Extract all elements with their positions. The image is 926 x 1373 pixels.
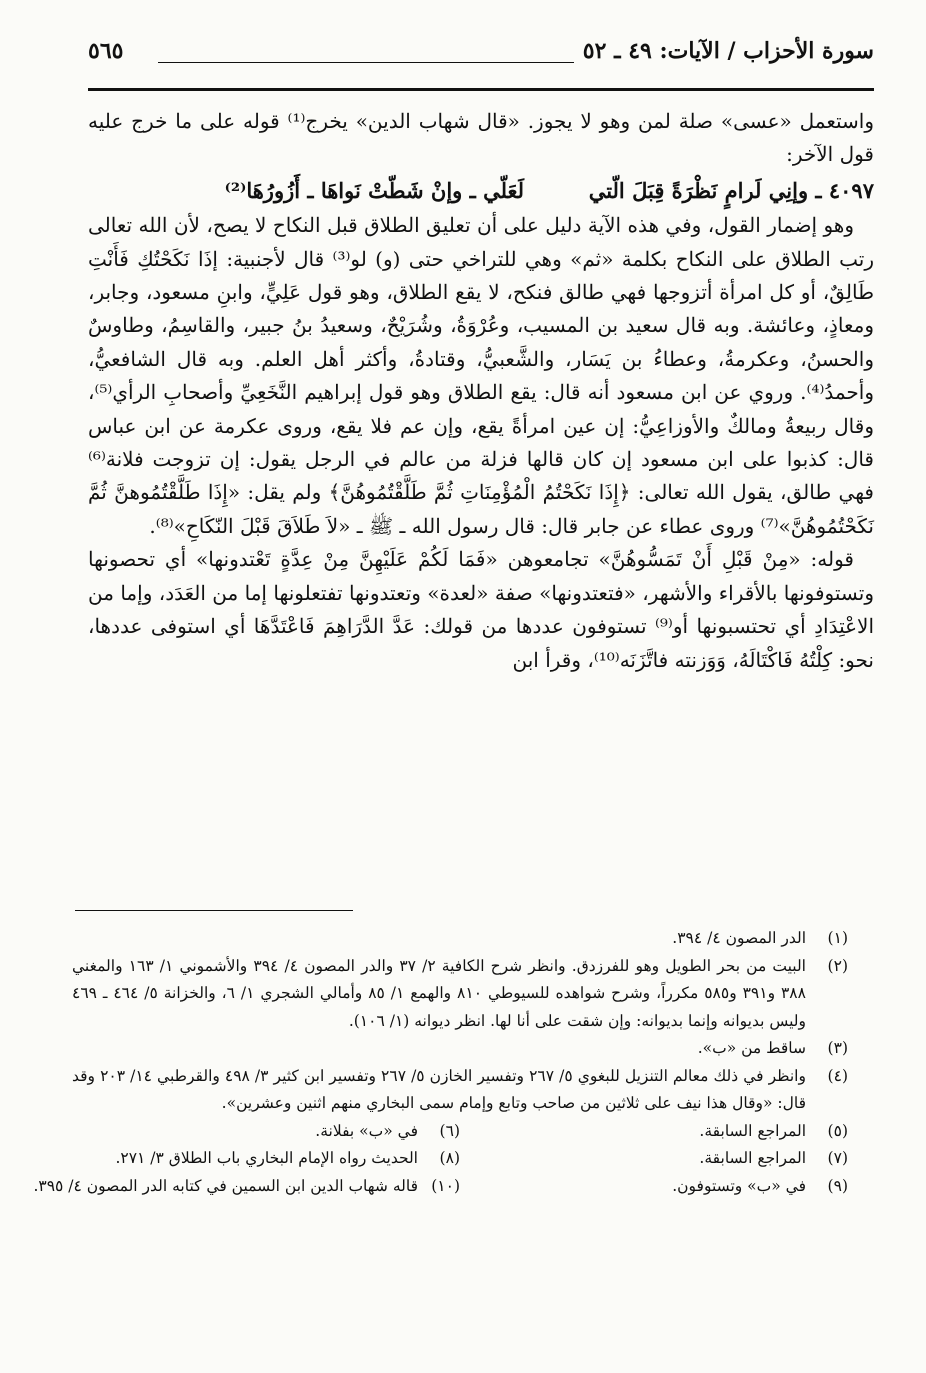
footnote-number: (٨) [439,1149,460,1167]
footnotes [33,925,848,1200]
footnote-number: (٣) [827,1039,848,1057]
paragraph: وهو إضمار القول، وفي هذه الآية دليل على أن تعليق الطلاق قبل النكاح لا يصح، لأن الله تعالى رتب الطلاق على النكاح بكلمة «ثم» وهي للتراخي حتى (و) لو⁽³⁾ قال لأجنبية: إذَا نَكَحْتُكِ فَأَنْتِ طَالِقٌ، أو كل امرأة أتزوجها فهي طالق فنكح، لا يقع الطلاق، وهو قول عَلِيٍّ، وابنِ مسعود، وجابر، ومعاذٍ، وعائشة. وبه قال سعيد بن المسيب، وعُرْوَةُ، وشُرَيْحٌ، وسعيدُ بنُ جبير، والقاسِمُ، وطاوسٌ والحسنُ، وعكرمةُ، وعطاءُ بن يَسَار، والشَّعبيُّ، وقتادةُ، وأكثر أهل العلم. وبه قال الشافعيُّ، وأحمدُ⁽⁴⁾. وروي عن ابن مسعود أنه قال: يقع الطلاق وهو قول إبراهيم النَّخَعِيِّ وأصحابِ الرأي⁽⁵⁾، وقال ربيعةُ ومالكٌ والأوزاعِيُّ: إن عين امرأةً يقع، وإن عم فلا يقع، وروى عكرمة عن ابن عباس قال: كذبوا على ابن مسعود إن كان قالها فزلة من عالم في الرجل يقول: إن تزوجت فلانة⁽⁶⁾ فهي طالق، يقول الله تعالى: ﴿إِذَا نَكَحْتُمُ الْمُؤْمِنَاتِ ثُمَّ طَلَّقْتُمُوهُنَّ﴾ ولم يقل: «إِذَا طَلَّقْتُمُوهنَّ ثُمَّ نَكَحْتُمُوهُنَّ»⁽⁷⁾ وروى عطاء عن جابر قال: قال رسول الله ـ ﷺ ـ «لاَ طَلاَقَ قَبْلَ النّكَاحِ»⁽⁸⁾. [88,213,874,538]
footnote [72,925,848,953]
footnote [33,1173,460,1201]
page-title: سورة الأحزاب / الآيات: ٤٩ ـ ٥٢ [582,38,874,64]
footnote-text: الدر المصون ٤/ ٣٩٤. [672,929,806,947]
footnote-separator [75,910,353,911]
footnote-text: ساقط من «ب». [697,1039,806,1057]
footnote [460,1173,848,1201]
footnote-row [33,1173,848,1201]
footnote-text: الحديث رواه الإمام البخاري باب الطلاق ٣/ ٢٧١. [115,1149,418,1167]
header-rule [88,88,874,91]
verse-first-half: ـ وإنِي لَرامٍ نَظْرَةً قِبَلَ الّتي [588,177,822,203]
footnote-row [72,1118,848,1146]
verse-second-half: لَعَلّي ـ وإنْ شَطّتْ نَواهَا ـ أَزُورُهَا⁽²⁾ [224,177,525,203]
footnote-number: (٤) [827,1066,848,1085]
footnote-text: البيت من بحر الطويل وهو للفرزدق. وانظر شرح الكافية ٢/ ٣٧ والدر المصون ٤/ ٣٩٤ والأشموني ١/ ١٦٣ والمغني ٣٨٨ و٣٩١ و٥٨٥ مكرراً، وشرح شواهده للسيوطي ٨١٠ والهمع ١/ ٨٥ وأمالي الشجري ١/ ٦، والخزانة ٥/ ٤٦٤ ـ ٤٦٩ وليس بديوانه وإنما بديوانه: وإن شقت على أنا لها. انظر ديوانه (١/ ١٠٦). [72,956,806,1030]
footnote-text: المراجع السابقة. [699,1121,806,1140]
footnote [72,1063,848,1118]
footnote-text: المراجع السابقة. [699,1149,806,1167]
footnote-row [72,1145,848,1173]
footnote [72,1035,848,1063]
footnote-number: (٧) [827,1149,848,1167]
footnote-text: وانظر في ذلك معالم التنزيل للبغوي ٥/ ٢٦٧ وتفسير الخازن ٥/ ٢٦٧ وتفسير ابن كثير ٣/ ٤٩٨ والقرطبي ١٤/ ٢٠٣ وقد قال: «وقال هذا نيف على ثلاثين من صاحب وتابع وإمام سمى البخاري منهم اثنين وعشرين». [72,1066,806,1112]
footnote-text: قاله شهاب الدين ابن السمين في كتابه الدر المصون ٤/ ٣٩٥. [33,1176,418,1195]
verse-number: ٤٠٩٧ [828,177,874,203]
main-text [88,105,874,677]
footnote-number: (٥) [827,1121,848,1140]
header-divider [158,62,574,63]
page-header [88,30,874,90]
footnote [72,1145,460,1173]
footnote [72,1118,460,1146]
footnote-number: (١٠) [431,1176,460,1195]
footnote-text: في «ب» وتستوفون. [672,1176,806,1195]
page-number: ٥٦٥ [88,38,124,64]
footnote-number: (٩) [827,1176,848,1195]
footnote [460,1145,848,1173]
paragraph: واستعمل «عسى» صلة لمن وهو لا يجوز. «قال شهاب الدين» يخرج⁽¹⁾ قوله على ما خرج عليه قول الآخر: [88,109,875,167]
poetry-verse [88,174,874,207]
footnote [72,953,848,1036]
footnote-number: (٦) [439,1121,460,1140]
paragraph: قوله: «مِنْ قَبْلِ أَنْ تَمَسُّوهُنَّ» تجامعوهن «فَمَا لَكُمْ عَلَيْهِنَّ مِنْ عِدَّةٍ تَعْتدونها» أي تحصونها وتستوفونها بالأقراء والأشهر، «فتعتدونها» صفة «لعدة» وتعتدونها تفتعلونها إما من العَدَد، وإما من الاعْتِدَادِ أي تحتسبونها أو⁽⁹⁾ تستوفون عددها من قولك: عَدَّ الدَّرَاهِمَ فَاعْتَدَّهَا أي استوفى عددها، نحو: كِلْتُهُ فَاكْتَالَهُ، وَوَزنته فاتَّزَنَه⁽¹⁰⁾، وقرأ ابن [88,547,874,672]
footnote-text: في «ب» بفلانة. [315,1121,418,1140]
footnote-number: (١) [827,929,848,947]
footnote [460,1118,848,1146]
footnote-number: (٢) [827,956,848,975]
